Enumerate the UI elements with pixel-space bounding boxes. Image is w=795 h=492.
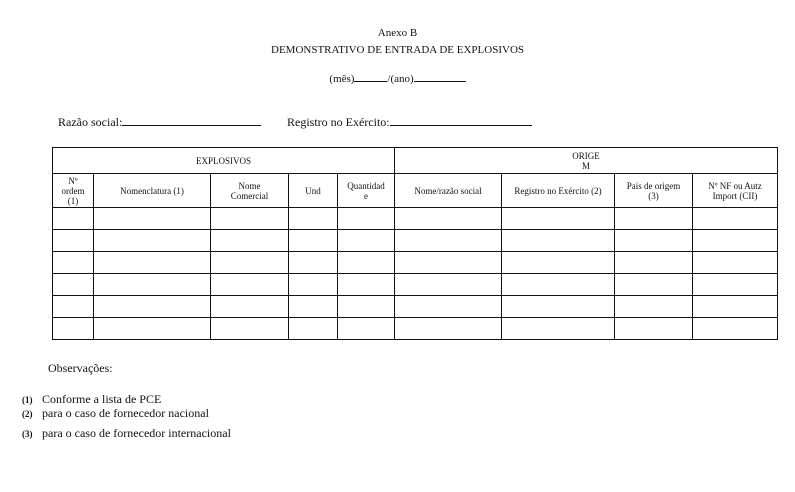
table-cell-col-pais-origem[interactable]	[615, 318, 693, 340]
table-cell-col-pais-origem[interactable]	[615, 252, 693, 274]
column-header-col-nome-comercial: Nome Comercial	[211, 174, 289, 208]
year-label: /(ano)	[387, 73, 414, 85]
table-cell-col-nome-razao-social[interactable]	[395, 296, 502, 318]
table-row	[53, 252, 778, 274]
column-header-col-nome-razao-social: Nome/razão social	[395, 174, 502, 208]
column-header-row	[53, 174, 778, 208]
table-cell-col-quantidade[interactable]	[338, 230, 395, 252]
column-header-col-nf-autz: Nº NF ou Autz Import (CII)	[693, 174, 778, 208]
table-cell-col-nome-comercial[interactable]	[211, 318, 289, 340]
table-cell-col-nome-razao-social[interactable]	[395, 274, 502, 296]
table-row	[53, 230, 778, 252]
table-row	[53, 274, 778, 296]
table-cell-col-und[interactable]	[289, 230, 338, 252]
table-cell-col-nomenclatura[interactable]	[94, 252, 211, 274]
group-header-origem: ORIGE M	[395, 148, 778, 174]
column-header-col-quantidade: Quantidad e	[338, 174, 395, 208]
registro-label: Registro no Exército:	[287, 115, 390, 129]
table-cell-col-nome-comercial[interactable]	[211, 274, 289, 296]
annex-title: Anexo B	[377, 27, 418, 39]
footnote-number: (1)	[22, 395, 33, 405]
table-cell-col-quantidade[interactable]	[338, 296, 395, 318]
column-header-col-registro-exercito: Registro no Exército (2)	[502, 174, 615, 208]
observations-label: Observações:	[48, 361, 113, 375]
table-cell-col-und[interactable]	[289, 208, 338, 230]
table-cell-col-nr-ordem[interactable]	[53, 208, 94, 230]
table-cell-col-nf-autz[interactable]	[693, 296, 778, 318]
registro-blank	[390, 116, 532, 126]
document-title: DEMONSTRATIVO DE ENTRADA DE EXPLOSIVOS	[271, 44, 524, 56]
table-cell-col-quantidade[interactable]	[338, 208, 395, 230]
table-cell-col-quantidade[interactable]	[338, 318, 395, 340]
table-cell-col-pais-origem[interactable]	[615, 274, 693, 296]
table-cell-col-nome-comercial[interactable]	[211, 252, 289, 274]
table-cell-col-registro-exercito[interactable]	[502, 296, 615, 318]
table-cell-col-registro-exercito[interactable]	[502, 252, 615, 274]
table-cell-col-und[interactable]	[289, 318, 338, 340]
table-cell-col-und[interactable]	[289, 296, 338, 318]
year-blank	[414, 72, 466, 82]
month-label: (mês)	[329, 73, 355, 85]
footnote-2	[22, 406, 209, 421]
table-cell-col-registro-exercito[interactable]	[502, 318, 615, 340]
footnote-number: (3)	[22, 429, 33, 439]
footnote-3	[22, 426, 231, 441]
table-cell-col-pais-origem[interactable]	[615, 230, 693, 252]
table-cell-col-nr-ordem[interactable]	[53, 296, 94, 318]
table-cell-col-und[interactable]	[289, 274, 338, 296]
table-cell-col-und[interactable]	[289, 252, 338, 274]
table-cell-col-quantidade[interactable]	[338, 274, 395, 296]
explosives-table	[52, 147, 778, 340]
razao-social-label: Razão social:	[58, 115, 123, 129]
table-cell-col-quantidade[interactable]	[338, 252, 395, 274]
razao-social-field	[58, 115, 261, 130]
table-cell-col-nomenclatura[interactable]	[94, 274, 211, 296]
table-cell-col-nome-razao-social[interactable]	[395, 230, 502, 252]
group-header-explosivos: EXPLOSIVOS	[53, 148, 395, 174]
table-cell-col-nomenclatura[interactable]	[94, 296, 211, 318]
table-cell-col-nome-comercial[interactable]	[211, 296, 289, 318]
column-header-col-nr-ordem: Nº ordem (1)	[53, 174, 94, 208]
period-line	[0, 72, 795, 85]
table-cell-col-nome-razao-social[interactable]	[395, 208, 502, 230]
table-cell-col-nome-razao-social[interactable]	[395, 252, 502, 274]
table-cell-col-registro-exercito[interactable]	[502, 208, 615, 230]
footnote-text: para o caso de fornecedor internacional	[42, 426, 231, 440]
table-row	[53, 318, 778, 340]
table-cell-col-nf-autz[interactable]	[693, 318, 778, 340]
table-cell-col-nr-ordem[interactable]	[53, 230, 94, 252]
table-cell-col-registro-exercito[interactable]	[502, 274, 615, 296]
footnote-1	[22, 392, 161, 407]
table-cell-col-pais-origem[interactable]	[615, 296, 693, 318]
table-cell-col-nome-razao-social[interactable]	[395, 318, 502, 340]
table-cell-col-registro-exercito[interactable]	[502, 230, 615, 252]
column-header-col-und: Und	[289, 174, 338, 208]
table-cell-col-nome-comercial[interactable]	[211, 208, 289, 230]
table-cell-col-nome-comercial[interactable]	[211, 230, 289, 252]
table-cell-col-nf-autz[interactable]	[693, 208, 778, 230]
column-header-col-pais-origem: País de origem (3)	[615, 174, 693, 208]
table-cell-col-nomenclatura[interactable]	[94, 208, 211, 230]
footnote-text: Conforme a lista de PCE	[42, 392, 162, 406]
razao-social-blank	[122, 116, 261, 126]
footnote-text: para o caso de fornecedor nacional	[42, 406, 209, 420]
table-cell-col-nomenclatura[interactable]	[94, 318, 211, 340]
footnote-number: (2)	[22, 409, 33, 419]
registro-field	[287, 115, 532, 130]
table-row	[53, 296, 778, 318]
table-cell-col-pais-origem[interactable]	[615, 208, 693, 230]
table-cell-col-nr-ordem[interactable]	[53, 252, 94, 274]
column-header-col-nomenclatura: Nomenclatura (1)	[94, 174, 211, 208]
table-cell-col-nf-autz[interactable]	[693, 274, 778, 296]
table-cell-col-nr-ordem[interactable]	[53, 274, 94, 296]
table-cell-col-nr-ordem[interactable]	[53, 318, 94, 340]
table-cell-col-nf-autz[interactable]	[693, 252, 778, 274]
month-blank	[354, 72, 387, 82]
table-row	[53, 208, 778, 230]
table-cell-col-nomenclatura[interactable]	[94, 230, 211, 252]
table-body	[53, 208, 778, 340]
table-cell-col-nf-autz[interactable]	[693, 230, 778, 252]
